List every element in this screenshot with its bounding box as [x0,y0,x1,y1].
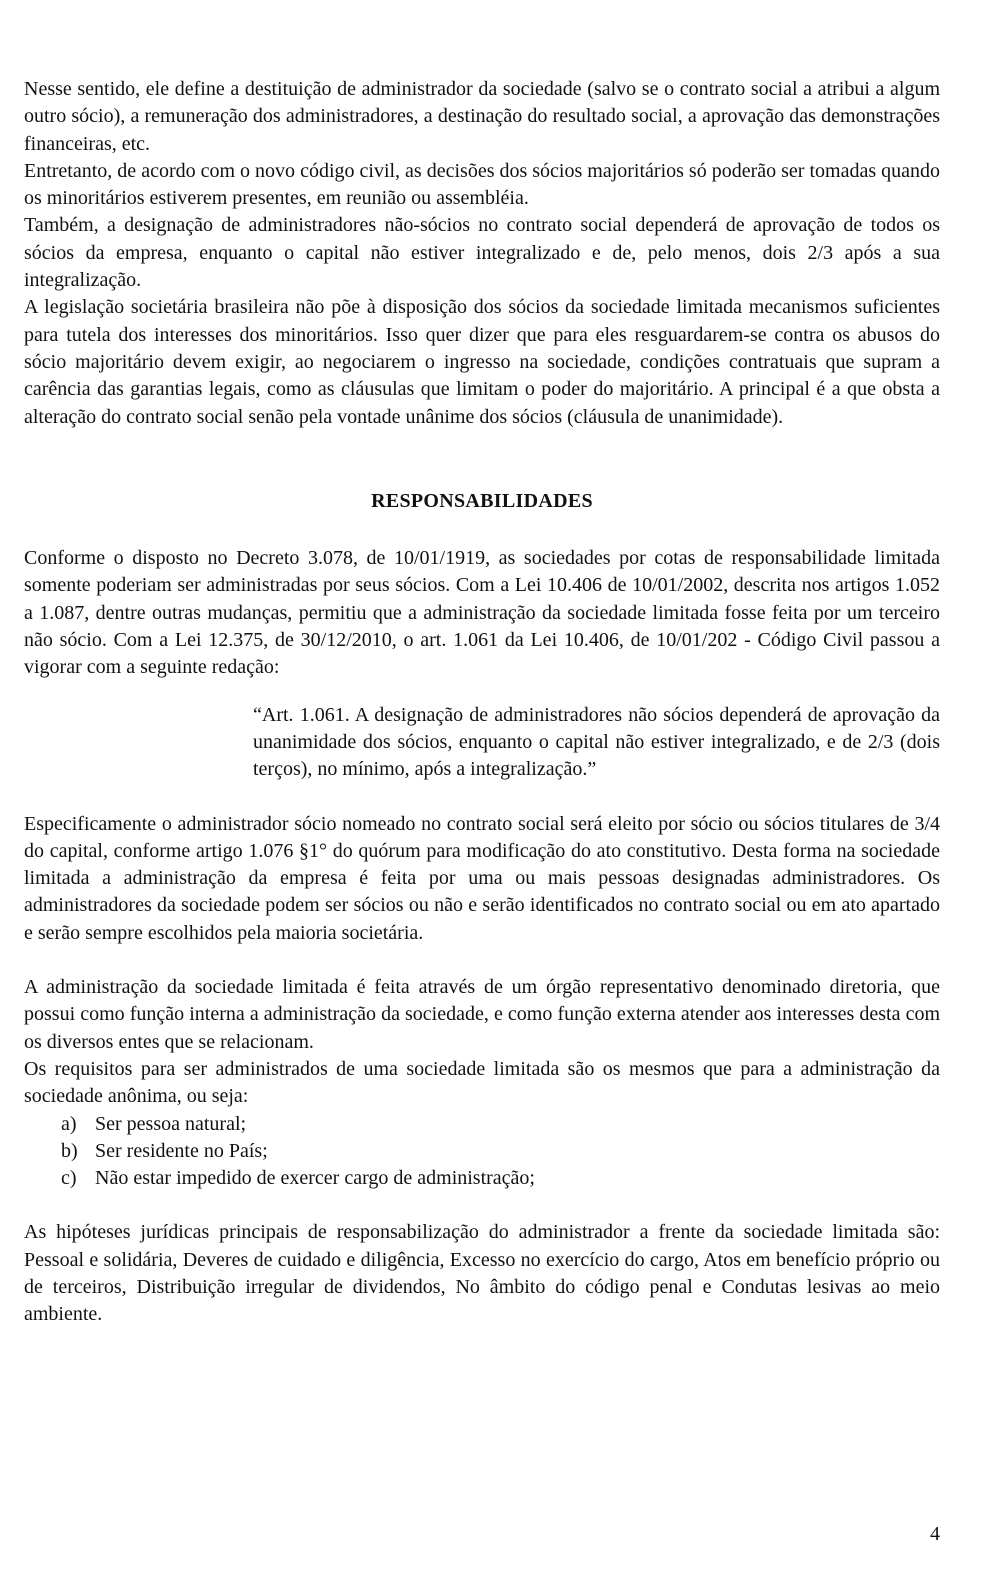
list-item-label: a) [61,1112,77,1135]
list-item-text: Não estar impedido de exercer cargo de administração; [95,1167,535,1190]
section-paragraph-5: As hipóteses jurídicas principais de responsabilização do administrador a frente da sociedade limitada são: Pessoal e solidária, Deveres de cuidado e diligência, Excesso no exercício do cargo, Atos em benefício próprio ou de terceiros, Distribuição irregular de dividendos, No âmbito do código penal e Condutas lesivas ao meio ambiente. [24,1221,940,1326]
intro-paragraph-4: A legislação societária brasileira não põe à disposição dos sócios da sociedade limitada mecanismos suficientes para tutela dos interesses dos minoritários. Isso quer dizer que para eles resguardarem-se contra os abusos do sócio majoritário devem exigir, ao negociarem o ingresso na sociedade, condições contratuais que supram a carência das garantias legais, como as cláusulas que limitam o poder do majoritário. A principal é a que obsta a alteração do contrato social senão pela vontade unânime dos sócios (cláusula de unanimidade). [24,296,940,428]
section-paragraph-4: Os requisitos para ser administrados de uma sociedade limitada são os mesmos que para a administração da sociedade anônima, ou seja: [24,1057,940,1108]
section-paragraph-2: Especificamente o administrador sócio nomeado no contrato social será eleito por sócio ou sócios titulares de 3/4 do capital, conforme artigo 1.076 §1° do quórum para modificação do ato constitutivo. Desta forma na sociedade limitada a administração da empresa é feita por uma ou mais pessoas designadas administradores. Os administradores da sociedade podem ser sócios ou não e serão identificados no contrato social ou em ato apartado e serão sempre escolhidos pela maioria societária. [24,812,940,944]
intro-paragraph-2: Entretanto, de acordo com o novo código civil, as decisões dos sócios majoritários só poderão ser tomadas quando os minoritários estiverem presentes, em reunião ou assembléia. [24,159,940,210]
page-number: 4 [930,1523,940,1545]
article-quote: “Art. 1.061. A designação de administradores não sócios dependerá de aprovação da unanimidade dos sócios, enquanto o capital não estiver integralizado, e de 2/3 (dois terços), no mínimo, após a integralização.” [253,703,940,781]
list-item-text: Ser pessoa natural; [95,1112,247,1135]
list-item [61,1138,940,1165]
intro-paragraph-3: Também, a designação de administradores não-sócios no contrato social dependerá de aprovação de todos os sócios da empresa, enquanto o capital não estiver integralizado e de, pelo menos, dois 2/3 após a sua integralização. [24,214,940,292]
intro-paragraph-1: Nesse sentido, ele define a destituição de administrador da sociedade (salvo se o contrato social a atribui a algum outro sócio), a remuneração dos administradores, a destinação do resultado social, a aprovação das demonstrações financeiras, etc. [24,78,940,155]
list-item [61,1165,940,1192]
section-title: RESPONSABILIDADES [371,489,593,512]
list-item-text: Ser residente no País; [95,1139,268,1162]
list-item-label: b) [61,1139,78,1162]
requirements-list [24,1111,940,1193]
list-item [61,1111,940,1138]
section-paragraph-3: A administração da sociedade limitada é feita através de um órgão representativo denominado diretoria, que possui como função interna a administração da sociedade, e como função externa atender aos interesses desta com os diversos entes que se relacionam. [24,976,940,1053]
list-item-label: c) [61,1167,77,1190]
section-paragraph-1: Conforme o disposto no Decreto 3.078, de 10/01/1919, as sociedades por cotas de responsabilidade limitada somente poderiam ser administradas por seus sócios. Com a Lei 10.406 de 10/01/2002, descrita nos artigos 1.052 a 1.087, dentre outras mudanças, permitiu que a administração da sociedade limitada fosse feita por um terceiro não sócio. Com a Lei 12.375, de 30/12/2010, o art. 1.061 da Lei 10.406, de 10/01/202 - Código Civil passou a vigorar com a seguinte redação: [24,547,940,679]
